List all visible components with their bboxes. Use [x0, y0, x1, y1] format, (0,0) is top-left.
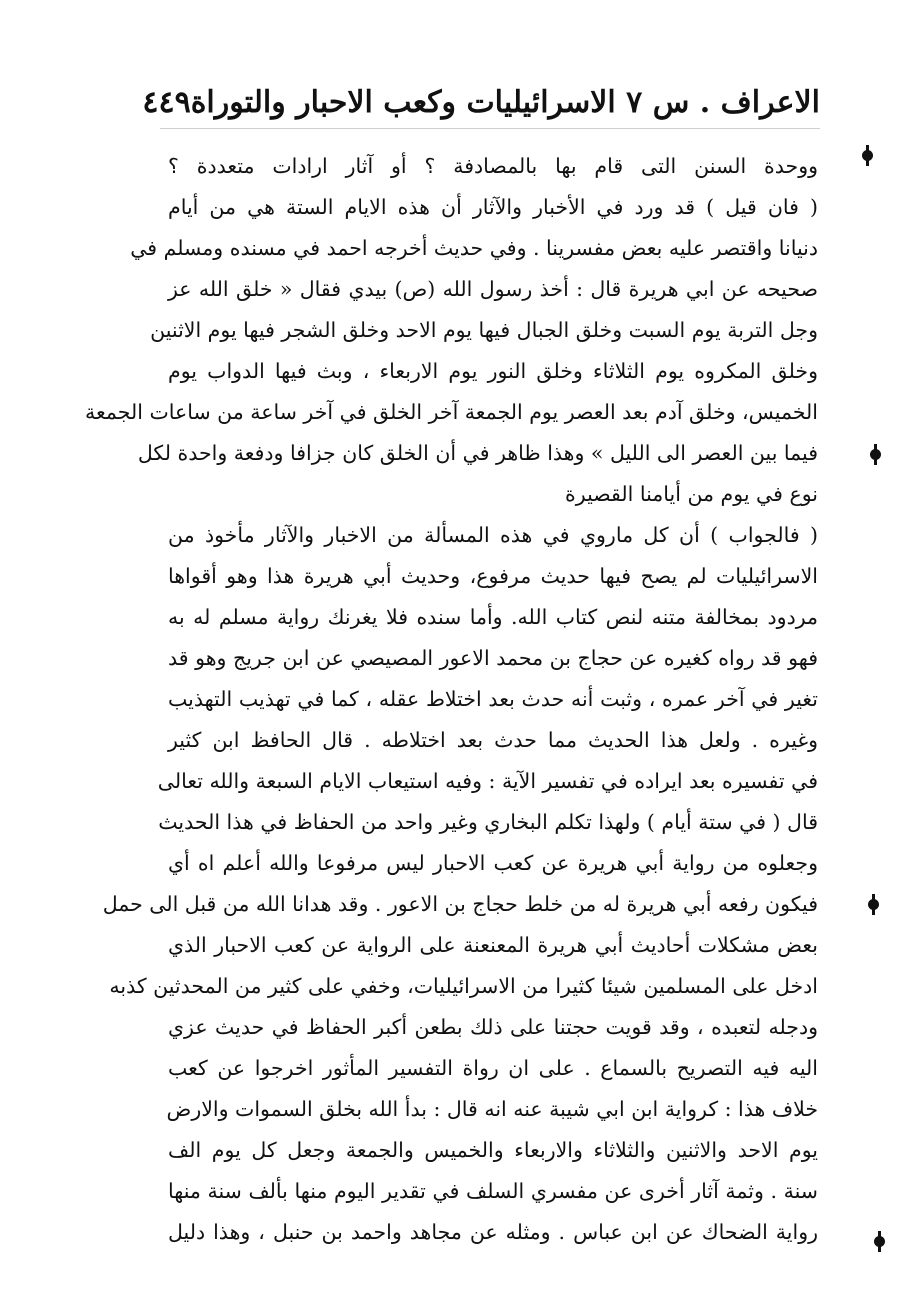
text-line: يوم الاحد والاثنين والثلاثاء والاربعاء والخميس والجمعة وجعل كل يوم الف: [168, 1138, 818, 1162]
text-line: بعض مشكلات أحاديث أبي هريرة المعنعنة على الرواية عن كعب الاحبار الذي: [168, 933, 818, 957]
text-line: صحيحه عن ابي هريرة قال : أخذ رسول الله (ص) بيدي فقال « خلق الله عز: [168, 277, 818, 301]
binding-hole-mark: [870, 449, 881, 460]
text-line: ادخل على المسلمين شيئا كثيرا من الاسرائيليات، وخفي على كثير من المحدثين كذبه: [109, 974, 818, 998]
text-line: فيكون رفعه أبي هريرة له من خلط حجاج بن الاعور . وقد هدانا الله من قبل الى حمل: [102, 892, 818, 916]
text-line: ( فان قيل ) قد ورد في الأخبار والآثار أن هذه الايام الستة هي من أيام: [168, 195, 818, 219]
text-line: اليه فيه التصريح بالسماع . على ان رواة التفسير المأثور اخرجوا عن كعب: [168, 1056, 818, 1080]
text-line: وخلق المكروه يوم الثلاثاء وخلق النور يوم الاربعاء ، وبث فيها الدواب يوم: [168, 359, 818, 383]
text-line: نوع في يوم من أيامنا القصيرة: [565, 482, 818, 506]
body-text: [85, 146, 818, 1253]
text-line: خلاف هذا : كرواية ابن ابي شيبة عنه انه قال : بدأ الله بخلق السموات والارض: [166, 1097, 818, 1121]
text-line: وغيره . ولعل هذا الحديث مما حدث بعد اختلاطه . قال الحافظ ابن كثير: [168, 728, 818, 752]
page-number: ٤٤٩: [142, 84, 191, 120]
text-line: سنة . وثمة آثار أخرى عن مفسري السلف في تقدير اليوم منها بألف سنة منها: [168, 1179, 818, 1203]
running-title: الاعراف . س ٧ الاسرائيليات وكعب الاحبار والتوراة: [190, 84, 820, 120]
text-line: رواية الضحاك عن ابن عباس . ومثله عن مجاهد واحمد بن حنبل ، وهذا دليل: [168, 1220, 818, 1244]
text-line: قال ( في ستة أيام ) ولهذا تكلم البخاري وغير واحد من الحفاظ في هذا الحديث: [158, 810, 818, 834]
text-line: ودجله لتعبده ، وقد قويت حجتنا على ذلك بطعن أكبر الحفاظ في حديث عزي: [168, 1015, 818, 1039]
text-line: ووحدة السنن التى قام بها بالمصادفة ؟ أو آثار ارادات متعددة ؟: [168, 154, 818, 178]
binding-hole-mark: [862, 150, 873, 161]
binding-hole-mark: [868, 899, 879, 910]
text-line: ( فالجواب ) أن كل ماروي في هذه المسألة من الاخبار والآثار مأخوذ من: [168, 523, 818, 547]
text-line: مردود بمخالفة متنه لنص كتاب الله. وأما سنده فلا يغرنك رواية مسلم له به: [168, 605, 818, 629]
text-line: في تفسيره بعد ايراده في تفسير الآية : وفيه استيعاب الايام السبعة والله تعالى: [157, 769, 818, 793]
binding-hole-mark: [874, 1236, 885, 1247]
page-header: [142, 78, 820, 126]
text-line: وجل التربة يوم السبت وخلق الجبال فيها يوم الاحد وخلق الشجر فيها يوم الاثنين: [150, 318, 818, 342]
header-rule: [160, 128, 820, 129]
text-line: دنيانا واقتصر عليه بعض مفسرينا . وفي حديث أخرجه احمد في مسنده ومسلم في: [130, 236, 818, 260]
text-line: فهو قد رواه كغيره عن حجاج بن محمد الاعور المصيصي عن ابن جريج وهو قد: [168, 646, 818, 670]
text-line: الاسرائيليات لم يصح فيها حديث مرفوع، وحديث أبي هريرة هذا وهو أقواها: [168, 564, 818, 588]
text-line: وجعلوه من رواية أبي هريرة عن كعب الاحبار ليس مرفوعا والله أعلم اه أي: [168, 851, 818, 875]
text-line: فيما بين العصر الى الليل » وهذا ظاهر في أن الخلق كان جزافا ودفعة واحدة لكل: [137, 441, 818, 465]
text-line: تغير في آخر عمره ، وثبت أنه حدث بعد اختلاط عقله ، كما في تهذيب التهذيب: [168, 687, 818, 711]
text-line: الخميس، وخلق آدم بعد العصر يوم الجمعة آخر الخلق في آخر ساعة من ساعات الجمعة: [85, 400, 818, 424]
